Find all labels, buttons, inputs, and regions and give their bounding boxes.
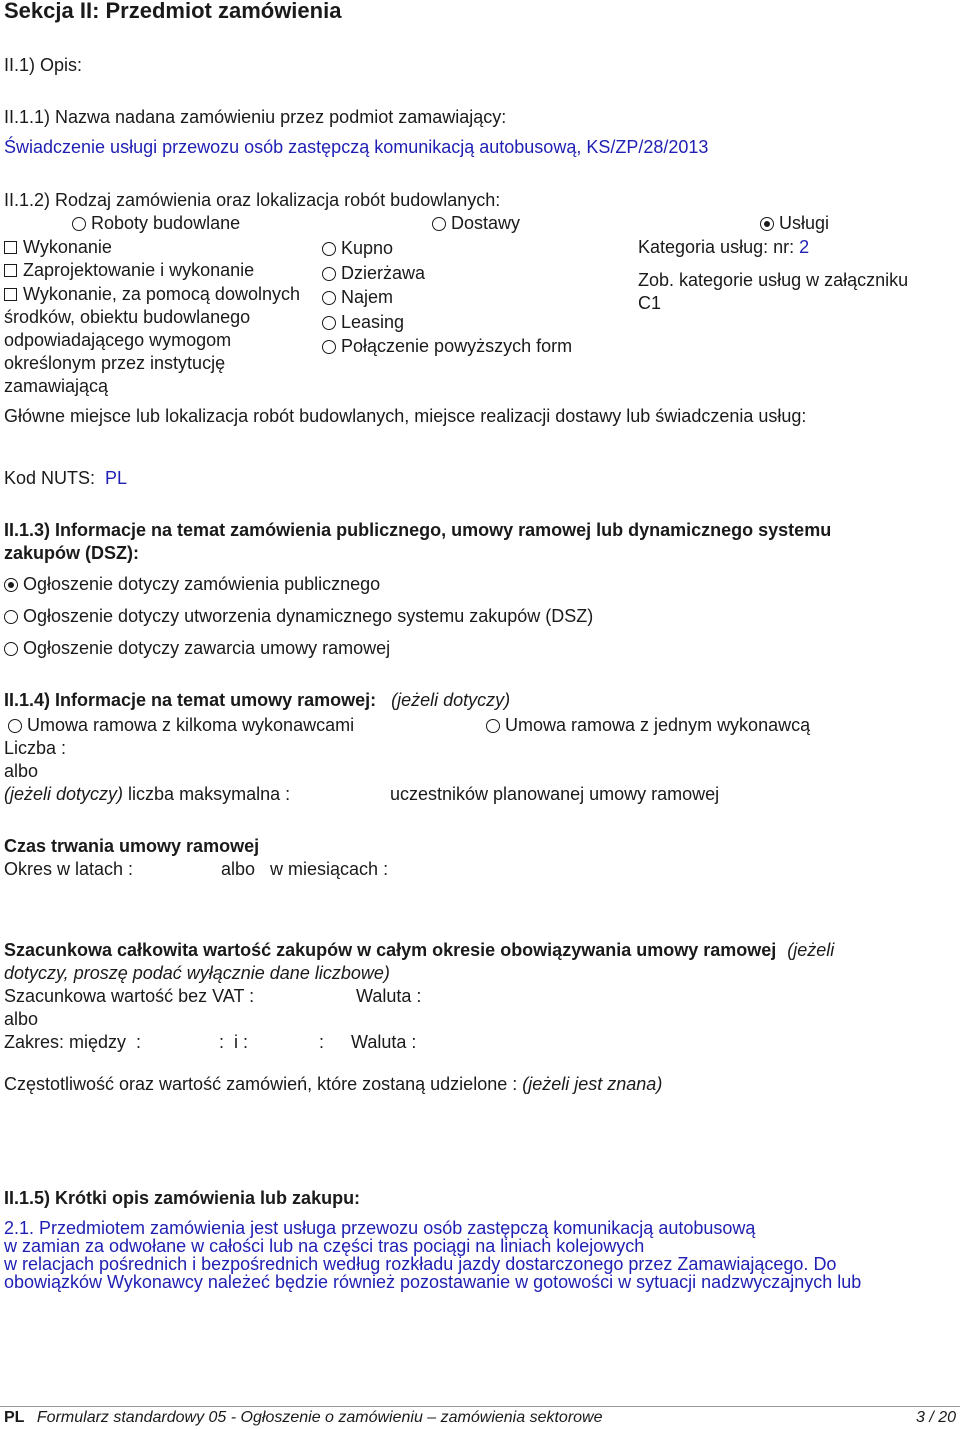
radio-empty-icon (4, 610, 18, 624)
s115-line-2: w zamian za odwołane w całości lub na części tras pociągi na liniach kolejowych (4, 1236, 645, 1256)
s113-ramowa-radio[interactable] (4, 637, 390, 659)
radio-selected-icon (760, 217, 774, 231)
checkbox-empty-icon (4, 264, 17, 277)
waluta-label-1: Waluta : (356, 986, 422, 1006)
roboty-za-pomoca-line-3: odpowiadającego wymogom (4, 330, 232, 350)
radio-empty-icon (322, 291, 336, 305)
radio-empty-icon (72, 217, 86, 231)
radio-selected-icon (4, 578, 18, 592)
footer-row (4, 1407, 603, 1429)
s113-ramowa-label: Ogłoszenie dotyczy zawarcia umowy ramowej (23, 638, 391, 658)
s113-publiczne-label: Ogłoszenie dotyczy zamówienia publicznego (23, 574, 381, 594)
szacunkowa-note-1: (jeżeli (787, 940, 835, 960)
roboty-za-pomoca-checkbox[interactable] (4, 283, 300, 305)
dostawy-kupno-radio[interactable] (322, 237, 393, 259)
s115-line-1: 2.1. Przedmiotem zamówienia jest usługa przewozu osób zastępczą komunikacją autobusową (4, 1218, 756, 1238)
uslugi-zob-line-1: Zob. kategorie usług w załączniku (638, 270, 909, 290)
radio-empty-icon (4, 642, 18, 656)
type-uslugi-radio[interactable] (760, 212, 829, 234)
dostawy-dzierzawa-radio[interactable] (322, 262, 425, 284)
szacunkowa-heading: Szacunkowa całkowita wartość zakupów w całym okresie obowiązywania umowy ramowej (4, 940, 777, 960)
szacunkowa-note-2: dotyczy, proszę podać wyłącznie dane liczbowe) (4, 963, 390, 983)
radio-empty-icon (322, 316, 336, 330)
s113-heading-line-2: zakupów (DSZ): (4, 543, 139, 563)
s114-jednym-radio[interactable] (486, 714, 810, 736)
s115-line-4: obowiązków Wykonawcy należeć będzie również pozostawanie w gotowości w sytuacji nadzwyczajnych lub (4, 1272, 862, 1292)
radio-empty-icon (322, 267, 336, 281)
s114-jednym-label: Umowa ramowa z jednym wykonawcą (505, 715, 811, 735)
roboty-za-pomoca-line-5: zamawiającą (4, 376, 109, 396)
roboty-za-pomoca-label: Wykonanie, za pomocą dowolnych (23, 284, 300, 304)
szacunkowa-heading-row (4, 939, 834, 961)
s114-heading-row (4, 689, 510, 711)
czestotliwosc-label: Częstotliwość oraz wartość zamówień, które zostaną udzielone : (4, 1074, 518, 1094)
nuts-label: Kod NUTS: (4, 468, 96, 488)
s115-heading: II.1.5) Krótki opis zamówienia lub zakupu: (4, 1188, 361, 1208)
s113-heading-line-1: II.1.3) Informacje na temat zamówienia publicznego, umowy ramowej lub dynamicznego systemu (4, 520, 832, 540)
checkbox-empty-icon (4, 241, 17, 254)
zakres-sep-2: : (319, 1032, 325, 1052)
section-title: Sekcja II: Przedmiot zamówienia (4, 0, 342, 23)
footer-country: PL (4, 1409, 25, 1426)
nuts-value: PL (105, 468, 128, 488)
s114-heading: II.1.4) Informacje na temat umowy ramowej: (4, 690, 377, 710)
albo-w-miesiacach: albo w miesiącach : (221, 859, 389, 879)
roboty-za-pomoca-line-4: określonym przez instytucję (4, 353, 226, 373)
zakres-sep-1: : i : (219, 1032, 249, 1052)
uslugi-kategoria (638, 236, 809, 258)
s114-kilkoma-label: Umowa ramowa z kilkoma wykonawcami (27, 715, 355, 735)
roboty-zaprojektowanie-label: Zaprojektowanie i wykonanie (23, 260, 255, 280)
czas-heading: Czas trwania umowy ramowej (4, 836, 260, 856)
s113-dsz-radio[interactable] (4, 605, 593, 627)
dostawy-najem-radio[interactable] (322, 286, 393, 308)
s113-dsz-label: Ogłoszenie dotyczy utworzenia dynamicznego systemu zakupów (DSZ) (23, 606, 594, 626)
roboty-za-pomoca-line-2: środków, obiektu budowlanego (4, 307, 251, 327)
roboty-wykonanie-checkbox[interactable] (4, 236, 112, 258)
roboty-zaprojektowanie-checkbox[interactable] (4, 259, 254, 281)
radio-empty-icon (432, 217, 446, 231)
type-dostawy-radio[interactable] (432, 212, 520, 234)
location-label: Główne miejsce lub lokalizacja robót budowlanych, miejsce realizacji dostawy lub świadczenia usług: (4, 406, 807, 426)
radio-empty-icon (322, 340, 336, 354)
s114-note: (jeżeli dotyczy) (391, 690, 511, 710)
uslugi-kategoria-label: Kategoria usług: nr: (638, 237, 795, 257)
uslugi-kategoria-value: 2 (799, 237, 810, 257)
liczba-max-label: liczba maksymalna : (128, 784, 291, 804)
nuts-row (4, 467, 127, 489)
dostawy-leasing-radio[interactable] (322, 311, 404, 333)
type-roboty-label: Roboty budowlane (91, 213, 241, 233)
s1-heading: II.1) Opis: (4, 55, 83, 75)
czestotliwosc-note: (jeżeli jest znana) (522, 1074, 663, 1094)
dostawy-polaczenie-radio[interactable] (322, 335, 572, 357)
radio-empty-icon (322, 242, 336, 256)
footer-page-number: 3 / 20 (915, 1409, 956, 1426)
s115-line-3: w relacjach pośrednich i bezpośrednich według rozkładu jazdy dostarczonego przez Zamawiającego. Do (4, 1254, 837, 1274)
uslugi-zob-line-2: C1 (638, 293, 662, 313)
s111-value: Świadczenie usługi przewozu osób zastępczą komunikacją autobusową, KS/ZP/28/2013 (4, 137, 709, 157)
dostawy-kupno-label: Kupno (341, 238, 394, 258)
zakres-label: Zakres: między : (4, 1032, 142, 1052)
liczba-label: Liczba : (4, 738, 67, 758)
czestotliwosc-row (4, 1073, 662, 1095)
dostawy-polaczenie-label: Połączenie powyższych form (341, 336, 573, 356)
radio-empty-icon (8, 719, 22, 733)
footer-form-name: Formularz standardowy 05 - Ogłoszenie o zamówieniu – zamówienia sektorowe (36, 1409, 603, 1426)
type-uslugi-label: Usługi (779, 213, 830, 233)
roboty-wykonanie-label: Wykonanie (23, 237, 112, 257)
waluta-label-2: Waluta : (351, 1032, 417, 1052)
uczestnikow-label: uczestników planowanej umowy ramowej (390, 784, 720, 804)
liczba-max-row (4, 783, 290, 805)
dostawy-leasing-label: Leasing (341, 312, 405, 332)
albo-1: albo (4, 761, 39, 781)
s114-kilkoma-radio[interactable] (8, 714, 354, 736)
s111-heading: II.1.1) Nazwa nadana zamówieniu przez podmiot zamawiający: (4, 107, 507, 127)
s113-publiczne-radio[interactable] (4, 573, 380, 595)
dostawy-najem-label: Najem (341, 287, 394, 307)
albo-2: albo (4, 1009, 39, 1029)
dostawy-dzierzawa-label: Dzierżawa (341, 263, 426, 283)
s112-heading: II.1.2) Rodzaj zamówienia oraz lokalizacja robót budowlanych: (4, 190, 501, 210)
radio-empty-icon (486, 719, 500, 733)
okres-label: Okres w latach : (4, 859, 134, 879)
liczba-max-note: (jeżeli dotyczy) (4, 784, 124, 804)
type-dostawy-label: Dostawy (451, 213, 521, 233)
checkbox-empty-icon (4, 288, 17, 301)
type-roboty-radio[interactable] (72, 212, 240, 234)
wartosc-bez-vat-label: Szacunkowa wartość bez VAT : (4, 986, 255, 1006)
